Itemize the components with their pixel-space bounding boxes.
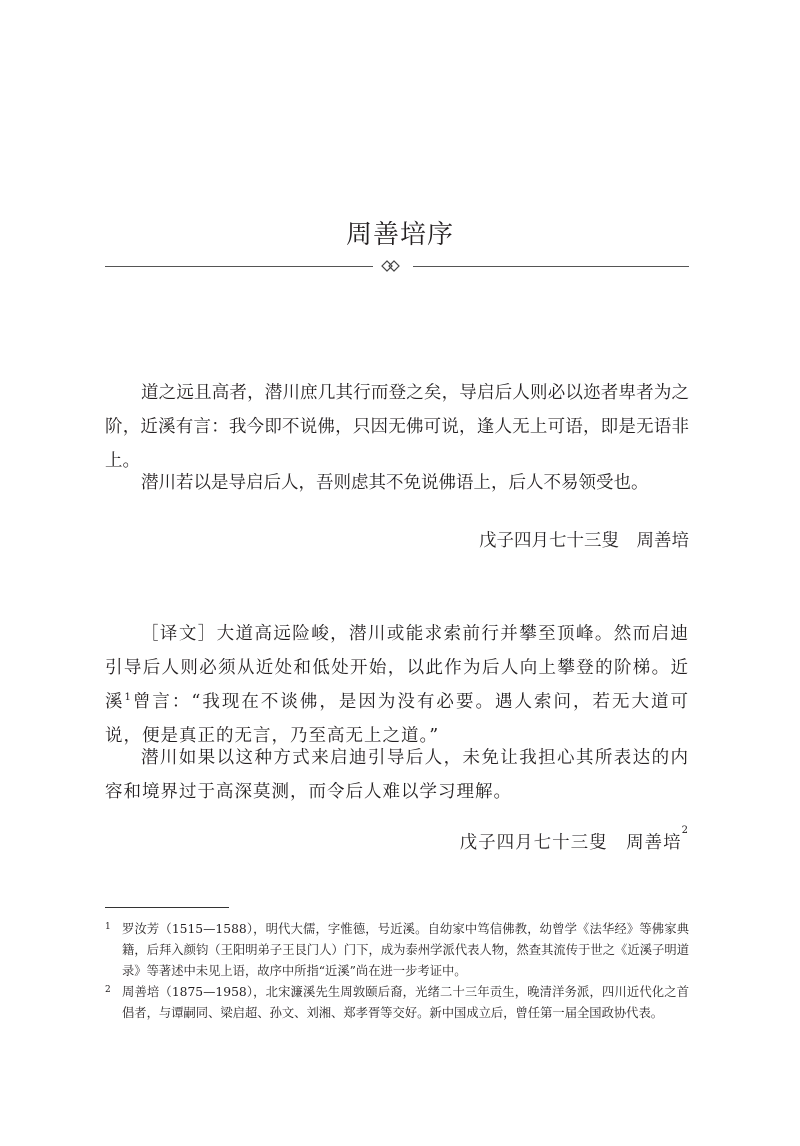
original-paragraph-1: 道之远且高者，潜川庶几其行而登之矣，导启后人则必以迩者卑者为之阶，近溪有言：我今即不说佛，只因无佛可说，逢人无上可语，即是无语非上。	[105, 383, 689, 471]
page-title: 周善培序	[345, 220, 454, 250]
title-divider-right	[413, 266, 689, 267]
footnote-ref-1: 1	[124, 692, 132, 703]
original-signature: 戊子四月七十三叟 周善培	[479, 531, 689, 551]
title-divider-left	[105, 266, 373, 267]
footnote-number: 1	[105, 922, 111, 932]
footnote-number: 2	[105, 985, 111, 995]
footnote-1	[105, 919, 689, 982]
original-paragraph-2: 潜川若以是导启后人，吾则虑其不免说佛语上，后人不易领受也。	[141, 473, 649, 493]
translation-paragraph-2: 潜川如果以这种方式来启迪引导后人，未免让我担心其所表达的内容和境界过于高深莫测，而令后人难以学习理解。	[105, 748, 689, 802]
footnote-2	[105, 982, 689, 1024]
translation-signature	[459, 825, 689, 854]
footnote-divider	[105, 907, 229, 908]
translation-paragraph-1	[105, 617, 689, 753]
divider-ornament-icon	[381, 259, 407, 273]
footnote-text: 周善培（1875—1958），北宋濂溪先生周敦颐后裔，光绪二十三年贡生，晚清洋务派，四川近代化之首倡者，与谭嗣同、梁启超、孙文、刘湘、郑孝胥等交好。新中国成立后，曾任第一届全国政协代表。	[122, 985, 689, 1020]
footnote-ref-2: 2	[681, 825, 689, 836]
translation-text-b: 曾言：“我现在不谈佛，是因为没有必要。遇人索问，若无大道可说，便是真正的无言，乃至高无上之道。”	[105, 692, 690, 746]
translation-signature-text: 戊子四月七十三叟 周善培	[459, 833, 682, 853]
footnote-text: 罗汝芳（1515—1588），明代大儒，字惟德，号近溪。自幼家中笃信佛教，幼曾学《法华经》等佛家典籍，后拜入颜钧（王阳明弟子王艮门人）门下，成为泰州学派代表人物，然查其流传于世之《近溪子明道录》等著述中未见上语，故序中所指“近溪”尚在进一步考证中。	[122, 922, 689, 978]
translation-text-a: ［译文］大道高远险峻，潜川或能求索前行并攀至顶峰。然而启迪引导后人则必须从近处和低处开始，以此作为后人向上攀登的阶梯。近溪	[105, 624, 689, 712]
